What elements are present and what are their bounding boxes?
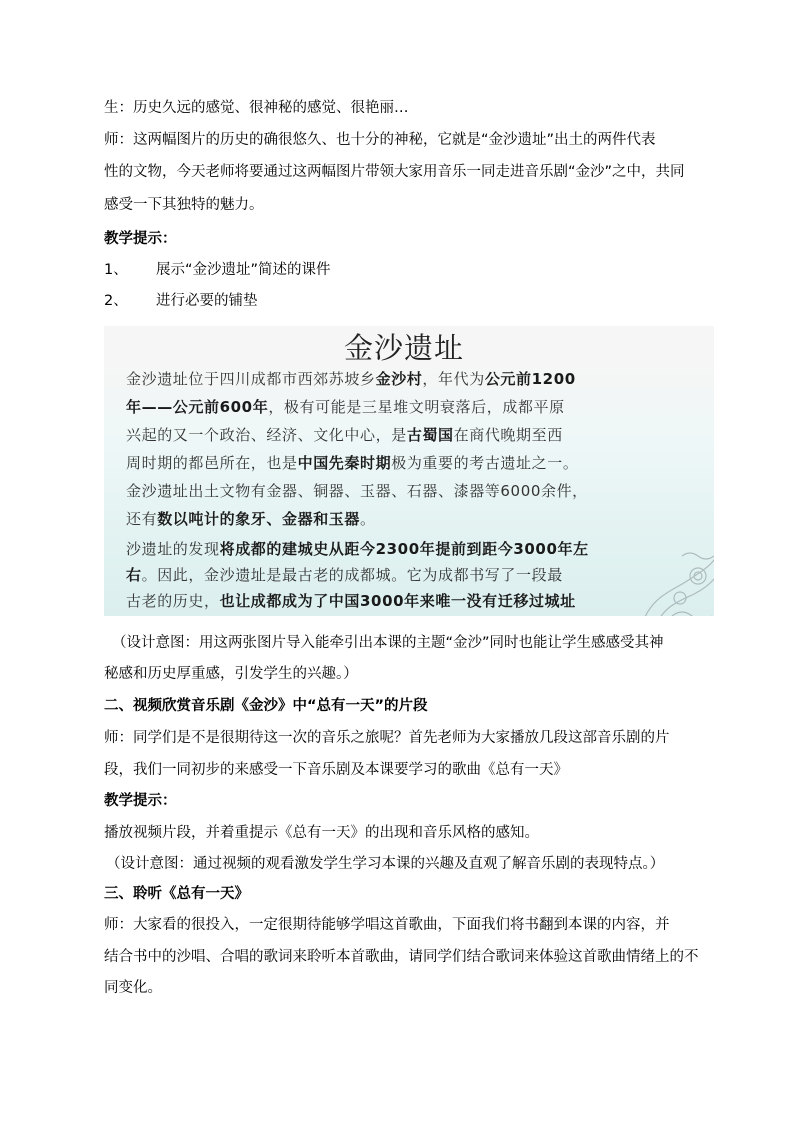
- section-heading-3: 三、聆听《总有一天》: [104, 886, 249, 902]
- list-number: 1、: [104, 262, 128, 278]
- teacher-paragraph-3-line-1: 师：大家看的很投入，一定很期待能够学唱这首歌曲，下面我们将书翻到本课的内容，并: [104, 917, 670, 933]
- slide-text-line: 年——公元前600年，极有可能是三星堆文明衰落后，成都平原: [126, 398, 565, 416]
- teacher-paragraph-2-line-2: 段，我们一同初步的来感受一下音乐剧及本课要学习的歌曲《总有一天》: [104, 762, 568, 778]
- slide-text-line: 金沙遗址位于四川成都市西郊苏坡乡金沙村，年代为公元前1200: [126, 370, 576, 388]
- slide-title: 金沙遗址: [343, 331, 464, 365]
- slide-text-line: 金沙遗址出土文物有金器、铜器、玉器、石器、漆器等6000余件，: [126, 482, 588, 500]
- slide-text-line: 还有数以吨计的象牙、金器和玉器。: [126, 510, 376, 528]
- list-number: 2、: [104, 293, 128, 309]
- jinsha-slide-image: [104, 326, 714, 616]
- slide-text-line: 兴起的又一个政治、经济、文化中心，是古蜀国在商代晚期至西: [126, 426, 563, 444]
- decorative-pattern-icon: [602, 536, 714, 616]
- design-intent-2: （设计意图：通过视频的观看激发学生学习本课的兴趣及直观了解音乐剧的表现特点。）: [106, 856, 665, 872]
- slide-text-line: 周时期的都邑所在，也是中国先秦时期极为重要的考古遗址之一。: [126, 454, 579, 472]
- student-response: 生：历史久远的感觉、很神秘的感觉、很艳丽…: [104, 100, 409, 116]
- list-item: [104, 291, 258, 311]
- slide-text-line: 古老的历史，也让成都成为了中国3000年来唯一没有迁移过城址: [126, 592, 576, 610]
- teacher-paragraph-1-line-3: 感受一下其独特的魅力。: [104, 197, 264, 213]
- teacher-paragraph-3-line-2: 结合书中的沙唱、合唱的歌词来聆听本首歌曲，请同学们结合歌词来体验这首歌曲情绪上的不: [104, 949, 699, 965]
- slide-text-line: 右。因此，金沙遗址是最古老的成都城。它为成都书写了一段最: [126, 566, 563, 584]
- teacher-paragraph-2-line-1: 师：同学们是不是很期待这一次的音乐之旅呢？首先老师为大家播放几段这部音乐剧的片: [104, 730, 670, 746]
- list-text: 进行必要的铺垫: [156, 293, 258, 309]
- section-heading-2: 二、视频欣赏音乐剧《金沙》中“总有一天”的片段: [104, 698, 428, 714]
- design-intent-1-line-2: 秘感和历史厚重感，引发学生的兴趣。）: [104, 666, 358, 682]
- teacher-paragraph-1-line-1: 师：这两幅图片的历史的确很悠久、也十分的神秘，它就是“金沙遗址”出土的两件代表: [104, 132, 656, 148]
- list-item: [104, 260, 331, 280]
- teaching-tip-heading-2: 教学提示：: [104, 793, 177, 809]
- teacher-paragraph-1-line-2: 性的文物，今天老师将要通过这两幅图片带领大家用音乐一同走进音乐剧“金沙”之中，共同: [104, 164, 685, 180]
- teaching-tip-heading: 教学提示：: [104, 231, 177, 247]
- teacher-paragraph-3-line-3: 同变化。: [104, 980, 162, 996]
- slide-text-line: 沙遗址的发现将成都的建城史从距今2300年提前到距今3000年左: [126, 540, 589, 558]
- list-text: 展示“金沙遗址”简述的课件: [156, 262, 331, 278]
- design-intent-1-line-1: （设计意图：用这两张图片导入能牵引出本课的主题“金沙”同时也能让学生感感受其神: [112, 635, 664, 651]
- tip-content: 播放视频片段，并着重提示《总有一天》的出现和音乐风格的感知。: [104, 825, 539, 841]
